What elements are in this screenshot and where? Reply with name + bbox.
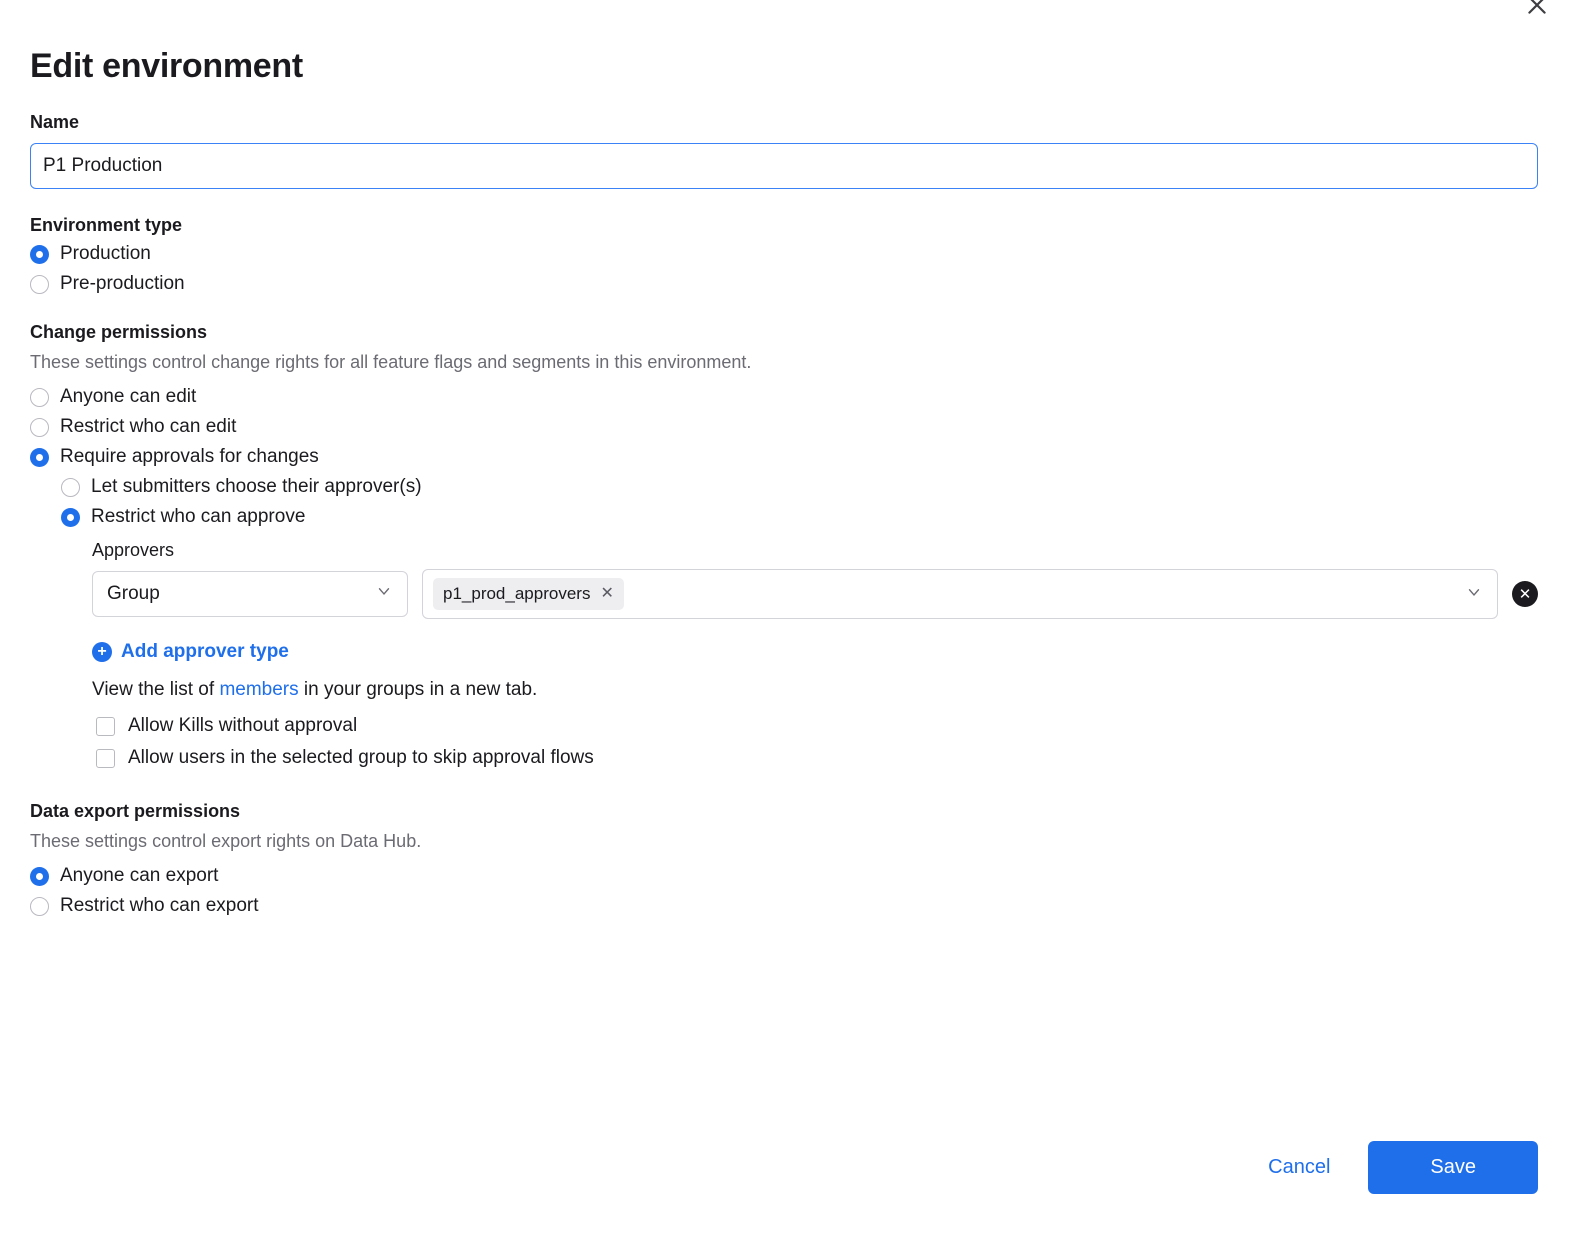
add-approver-type-label: Add approver type [121,641,289,662]
checkbox-skip-approval-flows[interactable] [96,747,1538,769]
remove-approver-type-button[interactable]: ✕ [1512,581,1538,607]
radio-restrict-who-can-edit-label: Restrict who can edit [60,416,237,437]
data-export-permissions-label: Data export permissions [30,801,241,821]
radio-anyone-can-edit-icon[interactable] [30,388,49,407]
approver-row [92,569,1538,619]
close-icon[interactable] [1524,0,1550,18]
radio-restrict-who-can-export-icon[interactable] [30,897,49,916]
radio-restrict-who-can-export[interactable] [30,894,1538,918]
radio-anyone-can-export-label: Anyone can export [60,865,219,886]
radio-pre-production-icon[interactable] [30,275,49,294]
save-button[interactable]: Save [1368,1141,1538,1194]
environment-name-input[interactable] [30,143,1538,189]
cancel-button[interactable]: Cancel [1252,1148,1346,1187]
approver-type-select[interactable] [92,571,408,617]
view-members-text [92,679,1538,701]
radio-anyone-can-export[interactable] [30,864,1538,888]
environment-type-label: Environment type [30,215,183,235]
radio-production-label: Production [60,243,151,264]
add-approver-type-button[interactable] [92,641,289,663]
name-label: Name [30,112,80,132]
radio-restrict-who-can-edit-icon[interactable] [30,418,49,437]
radio-require-approvals-icon[interactable] [30,448,49,467]
data-export-permissions-description: These settings control export rights on Data Hub. [30,831,422,851]
view-members-prefix: View the list of [92,679,220,700]
change-permissions-description: These settings control change rights for all feature flags and segments in this environment. [30,352,752,372]
radio-let-submitters-choose[interactable] [61,475,1538,499]
radio-anyone-can-edit[interactable] [30,385,1538,409]
radio-require-approvals-label: Require approvals for changes [60,446,319,467]
radio-restrict-who-can-edit[interactable] [30,415,1538,439]
radio-production[interactable] [30,242,1538,266]
radio-anyone-can-edit-label: Anyone can edit [60,386,197,407]
checkbox-allow-kills[interactable] [96,715,1538,737]
checkbox-skip-approval-flows-label: Allow users in the selected group to skip approval flows [128,747,594,768]
approver-group-multiselect[interactable] [422,569,1498,619]
radio-restrict-who-can-export-label: Restrict who can export [60,895,259,916]
checkbox-allow-kills-icon[interactable] [96,717,115,736]
radio-let-submitters-choose-icon[interactable] [61,478,80,497]
checkbox-skip-approval-flows-icon[interactable] [96,749,115,768]
radio-restrict-who-can-approve[interactable] [61,505,1538,529]
radio-production-icon[interactable] [30,245,49,264]
page-title: Edit environment [30,47,303,85]
view-members-suffix: in your groups in a new tab. [298,679,538,700]
approver-chip-label: p1_prod_approvers [443,584,591,603]
checkbox-allow-kills-label: Allow Kills without approval [128,715,358,736]
radio-pre-production-label: Pre-production [60,273,185,294]
radio-restrict-who-can-approve-label: Restrict who can approve [91,506,306,527]
members-link[interactable]: members [219,679,299,700]
radio-restrict-who-can-approve-icon[interactable] [61,508,80,527]
change-permissions-label: Change permissions [30,322,208,342]
radio-require-approvals[interactable] [30,445,1538,469]
chevron-down-icon [375,582,393,606]
chevron-down-icon [1465,583,1483,606]
radio-pre-production[interactable] [30,272,1538,296]
approver-chip[interactable] [433,578,624,610]
approver-type-value: Group [107,583,160,604]
plus-icon: + [92,642,112,662]
dialog-footer [1252,1141,1538,1194]
radio-anyone-can-export-icon[interactable] [30,867,49,886]
chip-remove-icon[interactable]: ✕ [600,585,614,602]
approvers-label: Approvers [92,540,175,560]
radio-let-submitters-choose-label: Let submitters choose their approver(s) [91,476,422,497]
